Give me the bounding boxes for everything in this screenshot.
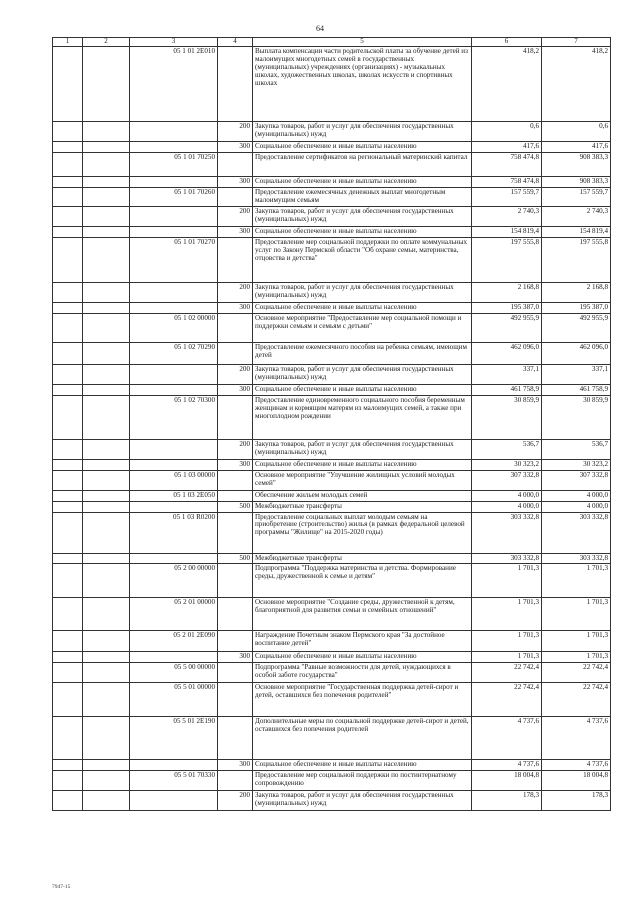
cell-col-2 [83,564,130,598]
cell-col-1 [53,342,83,364]
row-code: 05 5 01 2Е190 [130,717,218,760]
row-expense-type [218,512,253,553]
row-amount-col7: 18 004,8 [542,771,611,791]
row-amount-col6: 418,2 [472,47,542,122]
cell-col-1 [53,226,83,237]
table-row [53,282,611,302]
row-amount-col6: 4 000,0 [472,490,542,501]
row-code [130,302,218,313]
cell-col-1 [53,47,83,122]
row-code [130,501,218,512]
row-code [130,364,218,384]
budget-table [52,37,611,811]
cell-col-2 [83,683,130,717]
row-code [130,760,218,771]
cell-col-2 [83,663,130,683]
row-name: Основное мероприятие "Улучшение жилищных условий молодых семей" [253,470,472,490]
cell-col-1 [53,683,83,717]
row-amount-col6: 462 096,0 [472,342,542,364]
cell-col-2 [83,364,130,384]
row-name: Закупка товаров, работ и услуг для обеспечения государственных (муниципальных) нужд [253,122,472,142]
row-amount-col6: 154 819,4 [472,226,542,237]
row-name: Подпрограмма "Поддержка материнства и детства. Формирование среды, дружественной к семье и детям" [253,564,472,598]
table-row [53,395,611,439]
row-name: Межбюджетные трансферты [253,501,472,512]
row-amount-col7: 908 383,3 [542,176,611,187]
table-row [53,187,611,206]
cell-col-2 [83,459,130,470]
cell-col-1 [53,237,83,282]
row-name: Социальное обеспечение и иные выплаты населению [253,302,472,313]
row-amount-col7: 178,3 [542,791,611,811]
row-code [130,142,218,153]
row-expense-type: 200 [218,282,253,302]
table-row [53,302,611,313]
row-amount-col7: 2 168,8 [542,282,611,302]
row-code: 05 1 01 70260 [130,187,218,206]
cell-col-2 [83,206,130,226]
cell-col-1 [53,564,83,598]
row-amount-col6: 758 474,8 [472,152,542,176]
row-amount-col6: 4 737,6 [472,760,542,771]
row-amount-col7: 908 383,3 [542,152,611,176]
cell-col-2 [83,152,130,176]
table-row [53,771,611,791]
row-name: Социальное обеспечение и иные выплаты населению [253,384,472,395]
row-amount-col7: 1 701,3 [542,564,611,598]
row-name: Социальное обеспечение и иные выплаты населению [253,226,472,237]
cell-col-1 [53,791,83,811]
table-row [53,342,611,364]
cell-col-2 [83,302,130,313]
row-amount-col6: 22 742,4 [472,663,542,683]
cell-col-1 [53,760,83,771]
row-amount-col6: 303 332,8 [472,553,542,564]
table-row [53,760,611,771]
cell-col-2 [83,47,130,122]
table-row [53,683,611,717]
table-row [53,598,611,631]
row-code: 05 5 01 00000 [130,683,218,717]
table-row [53,501,611,512]
cell-col-2 [83,652,130,663]
row-amount-col7: 30 323,2 [542,459,611,470]
row-code [130,553,218,564]
row-expense-type [218,598,253,631]
row-code: 05 2 01 00000 [130,598,218,631]
row-code [130,206,218,226]
cell-col-1 [53,176,83,187]
row-name: Выплата компенсации части родительской платы за обучение детей из малоимущих многодетных семей в государственных (муниципальных) учреждениях (организациях) - музыкальных школах, художественных школах, школах искусств и спортивных школах [253,47,472,122]
row-expense-type [218,631,253,652]
cell-col-2 [83,313,130,342]
row-amount-col6: 2 740,3 [472,206,542,226]
footer-code: 7947-15 [52,884,71,890]
table-row [53,490,611,501]
cell-col-1 [53,512,83,553]
row-amount-col6: 178,3 [472,791,542,811]
cell-col-2 [83,501,130,512]
row-code [130,652,218,663]
row-name: Социальное обеспечение и иные выплаты населению [253,459,472,470]
row-amount-col7: 337,1 [542,364,611,384]
table-row [53,652,611,663]
row-amount-col7: 417,6 [542,142,611,153]
row-expense-type [218,717,253,760]
row-expense-type: 200 [218,122,253,142]
row-code: 05 1 02 70290 [130,342,218,364]
row-amount-col7: 4 737,6 [542,760,611,771]
row-code [130,176,218,187]
row-code: 05 2 00 00000 [130,564,218,598]
row-expense-type: 300 [218,176,253,187]
table-row [53,459,611,470]
table-row [53,663,611,683]
row-code [130,226,218,237]
table-row [53,142,611,153]
cell-col-1 [53,282,83,302]
row-amount-col6: 22 742,4 [472,683,542,717]
row-amount-col7: 4 737,6 [542,717,611,760]
row-name: Закупка товаров, работ и услуг для обеспечения государственных (муниципальных) нужд [253,364,472,384]
cell-col-2 [83,512,130,553]
row-name: Закупка товаров, работ и услуг для обеспечения государственных (муниципальных) нужд [253,206,472,226]
cell-col-1 [53,206,83,226]
row-name: Социальное обеспечение и иные выплаты населению [253,176,472,187]
row-expense-type: 200 [218,439,253,459]
row-code: 05 2 01 2Е090 [130,631,218,652]
row-expense-type [218,47,253,122]
cell-col-1 [53,598,83,631]
row-amount-col7: 461 758,9 [542,384,611,395]
cell-col-1 [53,553,83,564]
row-code: 05 1 03 2Е050 [130,490,218,501]
row-amount-col7: 492 955,9 [542,313,611,342]
row-expense-type: 300 [218,302,253,313]
row-amount-col7: 22 742,4 [542,663,611,683]
table-row [53,364,611,384]
row-amount-col7: 22 742,4 [542,683,611,717]
row-amount-col6: 337,1 [472,364,542,384]
row-amount-col6: 492 955,9 [472,313,542,342]
row-amount-col7: 2 740,3 [542,206,611,226]
row-amount-col6: 18 004,8 [472,771,542,791]
cell-col-2 [83,598,130,631]
cell-col-2 [83,237,130,282]
row-expense-type: 500 [218,553,253,564]
row-amount-col7: 195 387,0 [542,302,611,313]
table-row [53,564,611,598]
row-amount-col6: 758 474,8 [472,176,542,187]
table-row [53,384,611,395]
row-name: Социальное обеспечение и иные выплаты населению [253,142,472,153]
cell-col-1 [53,631,83,652]
cell-col-2 [83,142,130,153]
row-name: Предоставление мер социальной поддержки по оплате коммунальных услуг по Закону Пермской области "Об охране семьи, материнства, отцовства и детства" [253,237,472,282]
row-amount-col7: 1 701,3 [542,631,611,652]
cell-col-2 [83,439,130,459]
row-code: 05 1 02 70300 [130,395,218,439]
cell-col-2 [83,470,130,490]
row-code [130,122,218,142]
row-amount-col6: 1 701,3 [472,631,542,652]
cell-col-1 [53,717,83,760]
cell-col-1 [53,142,83,153]
row-name: Основное мероприятие "Создание среды, дружественной к детям, благоприятной для развития семьи и семейных отношений" [253,598,472,631]
row-amount-col7: 4 000,0 [542,501,611,512]
row-amount-col6: 303 332,8 [472,512,542,553]
cell-col-2 [83,490,130,501]
row-amount-col6: 1 701,3 [472,598,542,631]
row-amount-col6: 2 168,8 [472,282,542,302]
row-name: Награждение Почетным знаком Пермского края "За достойное воспитание детей" [253,631,472,652]
row-name: Основное мероприятие "Государственная поддержка детей-сирот и детей, оставшихся без попечения родителей" [253,683,472,717]
row-code: 05 1 03 R0200 [130,512,218,553]
cell-col-2 [83,771,130,791]
cell-col-1 [53,470,83,490]
cell-col-1 [53,152,83,176]
cell-col-1 [53,302,83,313]
row-name: Закупка товаров, работ и услуг для обеспечения государственных (муниципальных) нужд [253,282,472,302]
row-amount-col7: 4 000,0 [542,490,611,501]
row-amount-col6: 4 737,6 [472,717,542,760]
cell-col-1 [53,652,83,663]
row-amount-col6: 30 859,9 [472,395,542,439]
row-expense-type: 300 [218,459,253,470]
table-row [53,226,611,237]
row-amount-col7: 418,2 [542,47,611,122]
row-expense-type: 200 [218,364,253,384]
row-name: Межбюджетные трансферты [253,553,472,564]
row-expense-type [218,663,253,683]
table-body [53,47,611,811]
row-amount-col7: 303 332,8 [542,512,611,553]
cell-col-2 [83,395,130,439]
cell-col-2 [83,717,130,760]
row-amount-col6: 417,6 [472,142,542,153]
cell-col-1 [53,501,83,512]
table-row [53,553,611,564]
header-col-3: 3 [130,38,218,47]
row-code: 05 1 03 00000 [130,470,218,490]
row-expense-type: 300 [218,652,253,663]
header-col-7: 7 [542,38,611,47]
row-expense-type: 200 [218,791,253,811]
row-expense-type [218,470,253,490]
table-row [53,122,611,142]
row-expense-type [218,395,253,439]
cell-col-1 [53,490,83,501]
row-code [130,791,218,811]
row-amount-col7: 536,7 [542,439,611,459]
row-name: Закупка товаров, работ и услуг для обеспечения государственных (муниципальных) нужд [253,791,472,811]
row-amount-col7: 462 096,0 [542,342,611,364]
header-col-6: 6 [472,38,542,47]
row-expense-type [218,564,253,598]
header-col-1: 1 [53,38,83,47]
row-expense-type: 200 [218,206,253,226]
row-amount-col6: 1 701,3 [472,564,542,598]
table-row [53,791,611,811]
row-expense-type [218,771,253,791]
row-name: Предоставление ежемесячных денежных выплат многодетным малоимущим семьям [253,187,472,206]
row-name: Предоставление мер социальной поддержки по постинтернатному сопровождению [253,771,472,791]
header-col-2: 2 [83,38,130,47]
row-code [130,384,218,395]
row-amount-col7: 303 332,8 [542,553,611,564]
row-expense-type: 300 [218,226,253,237]
row-code: 05 1 01 70270 [130,237,218,282]
row-expense-type [218,187,253,206]
row-name: Дополнительные меры по социальной поддержке детей-сирот и детей, оставшихся без попечения родителей [253,717,472,760]
row-name: Закупка товаров, работ и услуг для обеспечения государственных (муниципальных) нужд [253,439,472,459]
row-amount-col6: 536,7 [472,439,542,459]
table-header-row [53,38,611,47]
row-code [130,439,218,459]
row-code: 05 5 01 70330 [130,771,218,791]
row-amount-col6: 1 701,3 [472,652,542,663]
row-code [130,459,218,470]
row-expense-type [218,490,253,501]
row-expense-type: 300 [218,384,253,395]
row-name: Социальное обеспечение и иные выплаты населению [253,760,472,771]
row-code: 05 1 02 00000 [130,313,218,342]
row-code: 05 1 01 70250 [130,152,218,176]
row-expense-type: 500 [218,501,253,512]
table-row [53,470,611,490]
table-row [53,313,611,342]
row-name: Предоставление сертификатов на региональный материнский капитал [253,152,472,176]
table-row [53,152,611,176]
row-amount-col6: 0,6 [472,122,542,142]
row-name: Обеспечение жильем молодых семей [253,490,472,501]
row-name: Предоставление социальных выплат молодым семьям на приобретение (строительство) жилья (в рамках федеральной целевой программы "Жилище" на 2015-2020 годы) [253,512,472,553]
cell-col-1 [53,663,83,683]
row-amount-col6: 157 559,7 [472,187,542,206]
row-amount-col7: 154 819,4 [542,226,611,237]
cell-col-2 [83,342,130,364]
row-expense-type: 300 [218,142,253,153]
row-amount-col7: 30 859,9 [542,395,611,439]
row-expense-type [218,237,253,282]
cell-col-1 [53,459,83,470]
cell-col-1 [53,187,83,206]
row-amount-col7: 307 332,8 [542,470,611,490]
row-amount-col7: 157 559,7 [542,187,611,206]
cell-col-2 [83,122,130,142]
cell-col-1 [53,384,83,395]
row-code: 05 5 00 00000 [130,663,218,683]
row-amount-col6: 4 000,0 [472,501,542,512]
cell-col-2 [83,176,130,187]
cell-col-2 [83,553,130,564]
table-row [53,176,611,187]
cell-col-1 [53,771,83,791]
cell-col-1 [53,395,83,439]
row-amount-col7: 1 701,3 [542,598,611,631]
row-expense-type [218,313,253,342]
row-expense-type: 300 [218,760,253,771]
table-row [53,439,611,459]
table-row [53,631,611,652]
row-amount-col7: 1 701,3 [542,652,611,663]
cell-col-2 [83,187,130,206]
row-code [130,282,218,302]
row-amount-col6: 195 387,0 [472,302,542,313]
cell-col-2 [83,226,130,237]
cell-col-1 [53,122,83,142]
row-amount-col6: 461 758,9 [472,384,542,395]
header-col-4: 4 [218,38,253,47]
cell-col-1 [53,364,83,384]
row-name: Основное мероприятие "Предоставление мер социальной помощи и поддержки семьям и семьям с детьми" [253,313,472,342]
row-amount-col6: 197 555,8 [472,237,542,282]
row-amount-col7: 0,6 [542,122,611,142]
table-row [53,47,611,122]
cell-col-2 [83,760,130,771]
row-amount-col6: 30 323,2 [472,459,542,470]
header-col-5: 5 [253,38,472,47]
row-expense-type [218,683,253,717]
row-name: Подпрограмма "Равные возможности для детей, нуждающихся в особой заботе государства" [253,663,472,683]
cell-col-2 [83,384,130,395]
cell-col-1 [53,439,83,459]
row-expense-type [218,152,253,176]
table-row [53,206,611,226]
row-code: 05 1 01 2Е010 [130,47,218,122]
row-expense-type [218,342,253,364]
row-amount-col6: 307 332,8 [472,470,542,490]
table-row [53,717,611,760]
page-number: 64 [316,24,324,33]
cell-col-2 [83,282,130,302]
row-name: Предоставление единовременного социального пособия беременным женщинам и кормящим матерям из малоимущих семей, а также при многоплодном рождении [253,395,472,439]
cell-col-2 [83,631,130,652]
table-row [53,512,611,553]
table-row [53,237,611,282]
row-name: Предоставление ежемесячного пособия на ребенка семьям, имеющим детей [253,342,472,364]
cell-col-2 [83,791,130,811]
row-amount-col7: 197 555,8 [542,237,611,282]
row-name: Социальное обеспечение и иные выплаты населению [253,652,472,663]
cell-col-1 [53,313,83,342]
